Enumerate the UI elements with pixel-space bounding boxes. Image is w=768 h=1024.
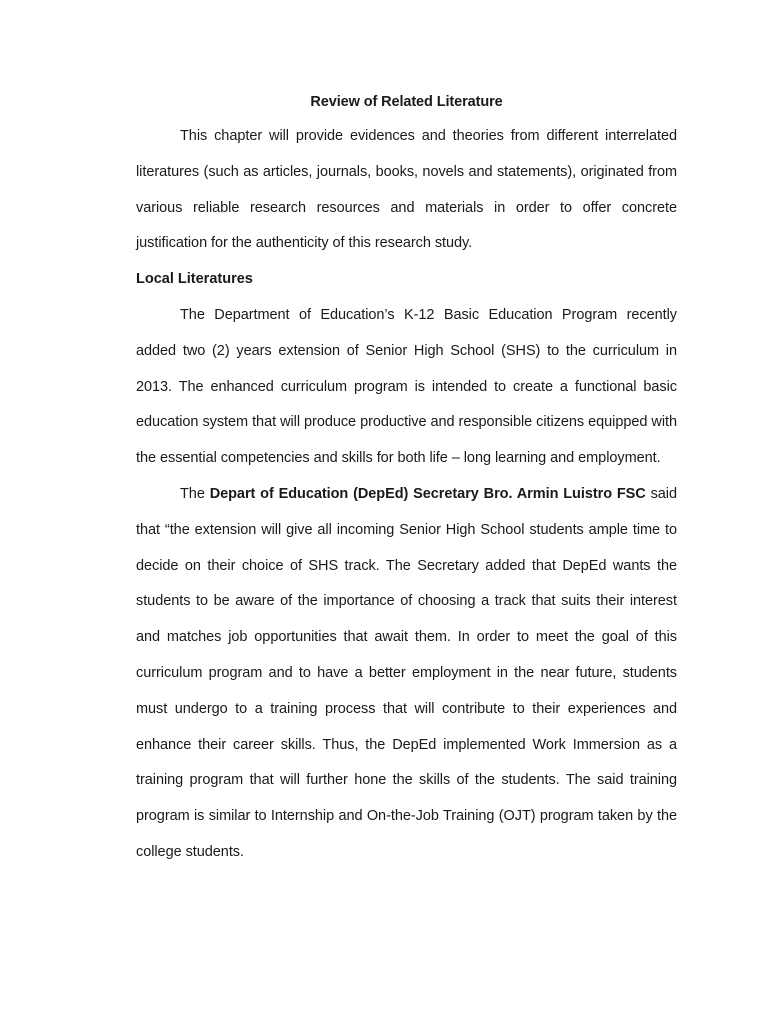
section-heading-local-literatures: Local Literatures [136,271,253,288]
intro-paragraph: This chapter will provide evidences and theories from different interrelated literatures (such as articles, journals, books, novels and statements), originated from various reliable research resources and materials in order to offer concrete justification for the authenticity of this research study. [136,128,677,252]
document-page [136,89,677,871]
paragraph-lead-text: The [180,485,210,502]
paragraph-body-text: said that “the extension will give all incoming Senior High School students ample time to decide on their choice of SHS track. The Secretary added that DepEd wants the students to be aware of the importance of choosing a track that suits their interest and matches job opportunities that await them. In order to meet the goal of this curriculum program and to have a better employment in the near future, students must undergo to a training process that will contribute to their experiences and enhance their career skills. Thus, the DepEd implemented Work Immersion as a training program that will further hone the skills of the students. The said training program is similar to Internship and On-the-Job Training (OJT) program taken by the college students. [136,485,677,860]
document-title: Review of Related Literature [310,94,503,110]
paragraph-deped-secretary [136,477,677,871]
paragraph-k12-program: The Department of Education’s K-12 Basic Education Program recently added two (2) years extension of Senior High School (SHS) to the curriculum in 2013. The enhanced curriculum program is intended to create a functional basic education system that will produce productive and responsible citizens equipped with the essential competencies and skills for both life – long learning and employment. [136,306,677,467]
bold-secretary-name: Depart of Education (DepEd) Secretary Bro. Armin Luistro FSC [209,485,646,502]
